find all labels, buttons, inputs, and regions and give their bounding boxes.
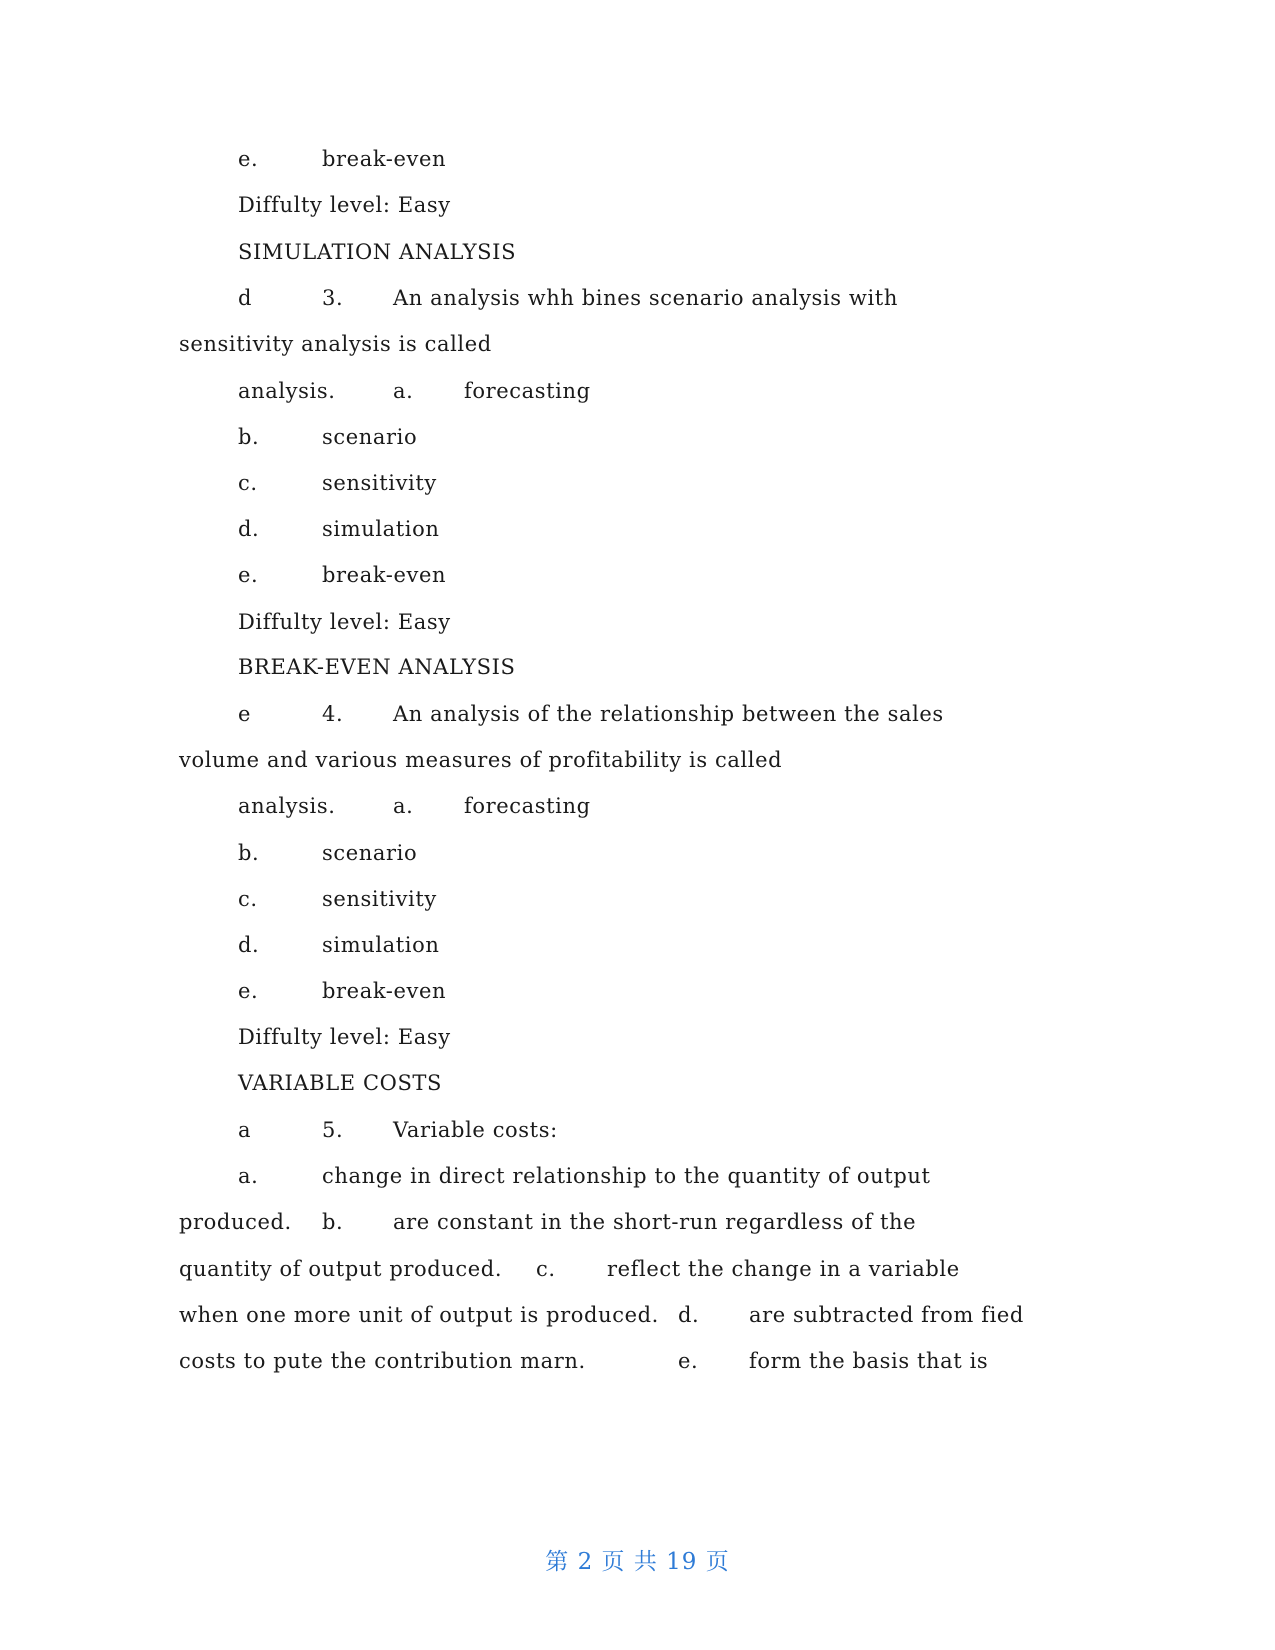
option-letter: d. <box>238 517 260 541</box>
option-letter: e. <box>238 979 259 1003</box>
option-text: simulation <box>322 517 440 541</box>
option-letter: c. <box>238 471 258 495</box>
difficulty-text: Diffulty level: Easy <box>238 610 451 634</box>
option-letter: a. <box>238 1164 259 1188</box>
option-letter: b. <box>322 1210 344 1234</box>
option-letter: b. <box>238 841 260 865</box>
question-text: Variable costs: <box>393 1118 558 1142</box>
option-text-continued: costs to pute the contribution marn. <box>179 1349 586 1373</box>
option-letter: a. <box>393 794 414 818</box>
section-title: VARIABLE COSTS <box>238 1071 443 1095</box>
page-number-label: 第 2 页 共 19 页 <box>545 1549 730 1575</box>
option-text: simulation <box>322 933 440 957</box>
answer-key: d <box>238 286 253 310</box>
option-text: sensitivity <box>322 471 437 495</box>
question-text-continued: sensitivity analysis is called <box>179 332 492 356</box>
option-letter: a. <box>393 379 414 403</box>
option-letter: e. <box>678 1349 699 1373</box>
section-title: BREAK-EVEN ANALYSIS <box>238 655 516 679</box>
section-title: SIMULATION ANALYSIS <box>238 240 517 264</box>
question-text-continued: analysis. <box>238 794 336 818</box>
difficulty-text: Diffulty level: Easy <box>238 193 451 217</box>
question-text-continued: analysis. <box>238 379 336 403</box>
question-text: An analysis whh bines scenario analysis with <box>393 286 898 310</box>
option-text: forecasting <box>464 379 591 403</box>
option-text: break-even <box>322 563 447 587</box>
question-number: 4. <box>322 702 344 726</box>
option-letter: d. <box>238 933 260 957</box>
difficulty-text: Diffulty level: Easy <box>238 1025 451 1049</box>
question-text-continued: volume and various measures of profitability is called <box>179 748 783 772</box>
option-text: break-even <box>322 147 447 171</box>
option-text-continued: quantity of output produced. <box>179 1257 503 1281</box>
option-text: sensitivity <box>322 887 437 911</box>
option-letter: c. <box>238 887 258 911</box>
option-text: forecasting <box>464 794 591 818</box>
option-letter: d. <box>678 1303 700 1327</box>
option-text: reflect the change in a variable <box>607 1257 960 1281</box>
option-letter: e. <box>238 147 259 171</box>
option-letter: c. <box>536 1257 556 1281</box>
question-number: 3. <box>322 286 344 310</box>
option-letter: e. <box>238 563 259 587</box>
option-text: scenario <box>322 425 418 449</box>
option-text: form the basis that is <box>749 1349 989 1373</box>
option-text: change in direct relationship to the quantity of output <box>322 1164 931 1188</box>
page-footer <box>0 1545 1275 1579</box>
option-text: are constant in the short-run regardless of the <box>393 1210 917 1234</box>
option-text: break-even <box>322 979 447 1003</box>
option-text-continued: when one more unit of output is produced. <box>179 1303 659 1327</box>
question-text: An analysis of the relationship between the sales <box>393 702 944 726</box>
option-letter: b. <box>238 425 260 449</box>
option-text: scenario <box>322 841 418 865</box>
answer-key: e <box>238 702 252 726</box>
option-text-continued: produced. <box>179 1210 292 1234</box>
option-text: are subtracted from fied <box>749 1303 1024 1327</box>
question-number: 5. <box>322 1118 344 1142</box>
answer-key: a <box>238 1118 252 1142</box>
